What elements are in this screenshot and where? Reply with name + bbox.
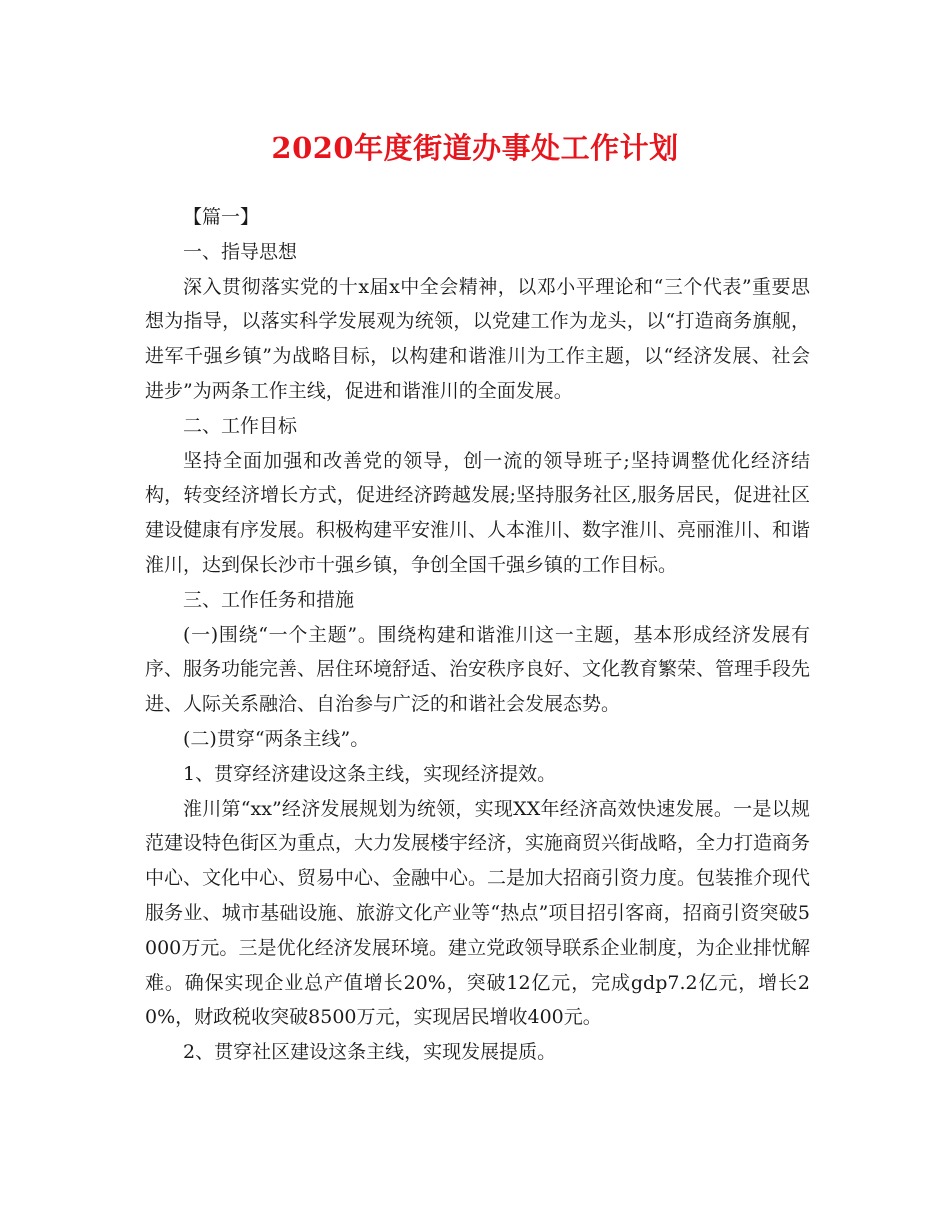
- item-economic-line: 1、贯穿经济建设这条主线，实现经济提效。: [183, 762, 557, 785]
- paragraph-one-theme: (一)围绕“一个主题”。围绕构建和谐淮川这一主题，基本形成经济发展有序、服务功能完善、居住环境舒适、治安秩序良好、文化教育繁荣、管理手段先进、人际关系融洽、自治参与广泛的和谐社会发展态势。: [145, 623, 811, 716]
- subheading-two-main-lines: (二)贯穿“两条主线”。: [183, 727, 370, 750]
- heading-tasks-measures: 三、工作任务和措施: [183, 588, 355, 611]
- document-body: [145, 200, 810, 1070]
- heading-guiding-thought: 一、指导思想: [183, 240, 298, 263]
- document-title: 2020年度街道办事处工作计划: [271, 131, 679, 165]
- heading-work-goals: 二、工作目标: [183, 414, 298, 437]
- section-label: 【篇一】: [183, 206, 260, 228]
- paragraph-economic-plan: 淮川第“xx”经济发展规划为统领，实现XX年经济高效快速发展。一是以规范建设特色街区为重点，大力发展楼宇经济，实施商贸兴街战略，全力打造商务中心、文化中心、贸易中心、金融中心。二是加大招商引资力度。包装推介现代服务业、城市基础设施、旅游文化产业等“热点”项目招引客商，招商引资突破5000万元。三是优化经济发展环境。建立党政领导联系企业制度，为企业排忧解难。确保实现企业总产值增长20%，突破12亿元，完成gdp7.2亿元，增长20%，财政税收突破8500万元，实现居民增收400元。: [145, 797, 811, 1029]
- paragraph-work-goals: 坚持全面加强和改善党的领导，创一流的领导班子;坚持调整优化经济结构，转变经济增长方式，促进经济跨越发展;坚持服务社区,服务居民，促进社区建设健康有序发展。积极构建平安淮川、人本淮川、数字淮川、亮丽淮川、和谐淮川，达到保长沙市十强乡镇，争创全国千强乡镇的工作目标。: [145, 449, 811, 576]
- item-community-line: 2、贯穿社区建设这条主线，实现发展提质。: [183, 1041, 557, 1064]
- paragraph-guiding-thought: 深入贯彻落实党的十x届x中全会精神，以邓小平理论和“三个代表”重要思想为指导，以落实科学发展观为统领，以党建工作为龙头，以“打造商务旗舰，进军千强乡镇”为战略目标，以构建和谐淮川为工作主题，以“经济发展、社会进步”为两条工作主线，促进和谐淮川的全面发展。: [145, 275, 810, 402]
